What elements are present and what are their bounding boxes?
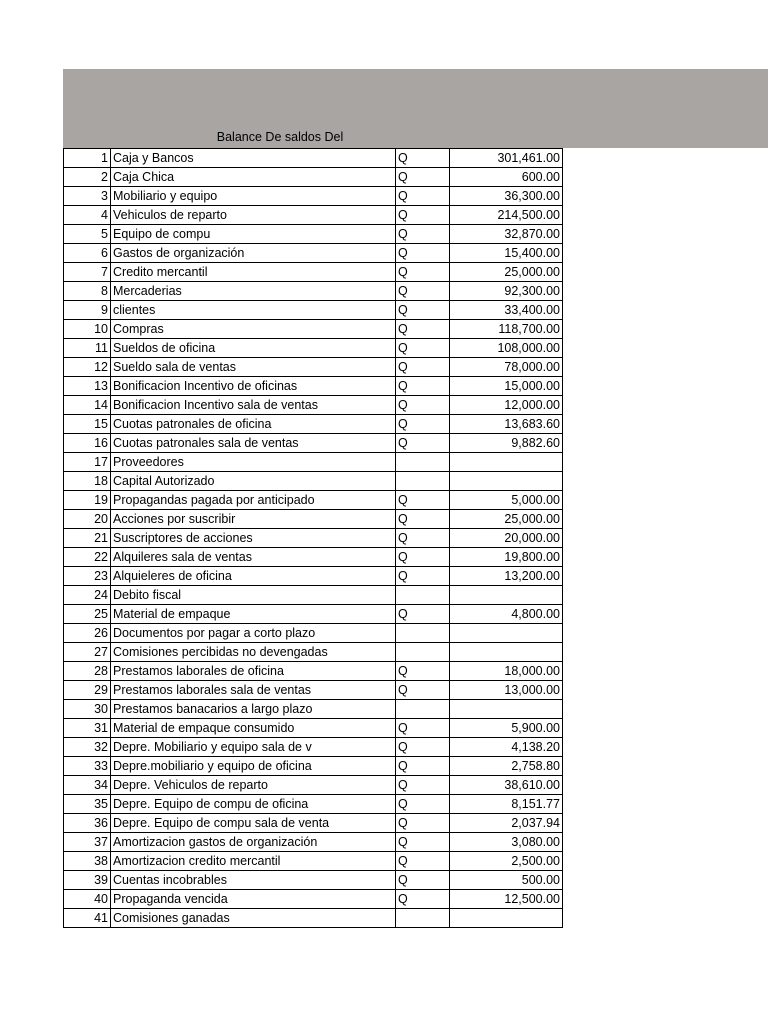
- currency-cell[interactable]: Q: [396, 681, 450, 700]
- currency-cell[interactable]: Q: [396, 662, 450, 681]
- currency-cell[interactable]: [396, 586, 450, 605]
- account-name-cell[interactable]: Propaganda vencida: [111, 890, 396, 909]
- account-name-cell[interactable]: Material de empaque: [111, 605, 396, 624]
- account-name-cell[interactable]: clientes: [111, 301, 396, 320]
- currency-cell[interactable]: Q: [396, 377, 450, 396]
- account-name-cell[interactable]: Capital Autorizado: [111, 472, 396, 491]
- currency-cell[interactable]: Q: [396, 814, 450, 833]
- table-row: [64, 529, 563, 548]
- currency-cell[interactable]: Q: [396, 491, 450, 510]
- row-number-cell[interactable]: 23: [64, 567, 111, 586]
- table-row: [64, 396, 563, 415]
- table-row: [64, 453, 563, 472]
- table-row: [64, 434, 563, 453]
- table-row: [64, 700, 563, 719]
- row-number-cell[interactable]: 5: [64, 225, 111, 244]
- table-row: [64, 681, 563, 700]
- row-number-cell[interactable]: 30: [64, 700, 111, 719]
- table-row: [64, 415, 563, 434]
- table-row: [64, 282, 563, 301]
- account-name-cell[interactable]: Compras: [111, 320, 396, 339]
- account-name-cell[interactable]: Depre. Equipo de compu sala de venta: [111, 814, 396, 833]
- account-name-cell[interactable]: Depre. Vehiculos de reparto: [111, 776, 396, 795]
- row-number-cell[interactable]: 25: [64, 605, 111, 624]
- row-number-cell[interactable]: 38: [64, 852, 111, 871]
- account-name-cell[interactable]: Prestamos banacarios a largo plazo: [111, 700, 396, 719]
- table-row: [64, 244, 563, 263]
- amount-cell[interactable]: 108,000.00: [450, 339, 563, 358]
- account-name-cell[interactable]: Vehiculos de reparto: [111, 206, 396, 225]
- account-name-cell[interactable]: Depre. Mobiliario y equipo sala de v: [111, 738, 396, 757]
- currency-cell[interactable]: Q: [396, 890, 450, 909]
- amount-cell[interactable]: 5,900.00: [450, 719, 563, 738]
- table-row: [64, 624, 563, 643]
- amount-cell[interactable]: [450, 586, 563, 605]
- table-row: [64, 491, 563, 510]
- amount-cell[interactable]: 118,700.00: [450, 320, 563, 339]
- amount-cell[interactable]: 19,800.00: [450, 548, 563, 567]
- amount-cell[interactable]: 301,461.00: [450, 149, 563, 168]
- table-row: [64, 814, 563, 833]
- amount-cell[interactable]: 78,000.00: [450, 358, 563, 377]
- amount-cell[interactable]: 4,138.20: [450, 738, 563, 757]
- row-number-cell[interactable]: 4: [64, 206, 111, 225]
- table-row: [64, 795, 563, 814]
- table-row: [64, 643, 563, 662]
- amount-cell[interactable]: 33,400.00: [450, 301, 563, 320]
- account-name-cell[interactable]: Mercaderias: [111, 282, 396, 301]
- row-number-cell[interactable]: 13: [64, 377, 111, 396]
- amount-cell[interactable]: 15,000.00: [450, 377, 563, 396]
- row-number-cell[interactable]: 28: [64, 662, 111, 681]
- account-name-cell[interactable]: Amortizacion credito mercantil: [111, 852, 396, 871]
- table-row: [64, 909, 563, 928]
- currency-cell[interactable]: Q: [396, 149, 450, 168]
- currency-cell[interactable]: [396, 700, 450, 719]
- currency-cell[interactable]: Q: [396, 757, 450, 776]
- table-row: [64, 586, 563, 605]
- ledger-body: [64, 149, 563, 928]
- table-row: [64, 890, 563, 909]
- table-row: [64, 852, 563, 871]
- account-name-cell[interactable]: Prestamos laborales sala de ventas: [111, 681, 396, 700]
- account-name-cell[interactable]: Sueldo sala de ventas: [111, 358, 396, 377]
- amount-cell[interactable]: 5,000.00: [450, 491, 563, 510]
- row-number-cell[interactable]: 21: [64, 529, 111, 548]
- currency-cell[interactable]: Q: [396, 301, 450, 320]
- table-row: [64, 776, 563, 795]
- account-name-cell[interactable]: Depre. Equipo de compu de oficina: [111, 795, 396, 814]
- row-number-cell[interactable]: 16: [64, 434, 111, 453]
- amount-cell[interactable]: 36,300.00: [450, 187, 563, 206]
- amount-cell[interactable]: [450, 624, 563, 643]
- table-row: [64, 605, 563, 624]
- table-row: [64, 263, 563, 282]
- account-name-cell[interactable]: Bonificacion Incentivo de oficinas: [111, 377, 396, 396]
- account-name-cell[interactable]: Debito fiscal: [111, 586, 396, 605]
- row-number-cell[interactable]: 18: [64, 472, 111, 491]
- table-row: [64, 757, 563, 776]
- row-number-cell[interactable]: 32: [64, 738, 111, 757]
- account-name-cell[interactable]: Comisiones ganadas: [111, 909, 396, 928]
- currency-cell[interactable]: [396, 643, 450, 662]
- account-name-cell[interactable]: Gastos de organización: [111, 244, 396, 263]
- account-name-cell[interactable]: Documentos por pagar a corto plazo: [111, 624, 396, 643]
- amount-cell[interactable]: 32,870.00: [450, 225, 563, 244]
- table-row: [64, 472, 563, 491]
- currency-cell[interactable]: Q: [396, 168, 450, 187]
- account-name-cell[interactable]: Suscriptores de acciones: [111, 529, 396, 548]
- amount-cell[interactable]: 500.00: [450, 871, 563, 890]
- amount-cell[interactable]: 600.00: [450, 168, 563, 187]
- sheet-title: Balance De saldos Del: [216, 130, 344, 144]
- row-number-cell[interactable]: 41: [64, 909, 111, 928]
- account-name-cell[interactable]: Material de empaque consumido: [111, 719, 396, 738]
- row-number-cell[interactable]: 35: [64, 795, 111, 814]
- table-row: [64, 358, 563, 377]
- amount-cell[interactable]: 25,000.00: [450, 263, 563, 282]
- amount-cell[interactable]: 2,758.80: [450, 757, 563, 776]
- table-row: [64, 339, 563, 358]
- table-row: [64, 377, 563, 396]
- currency-cell[interactable]: Q: [396, 795, 450, 814]
- amount-cell[interactable]: 38,610.00: [450, 776, 563, 795]
- row-number-cell[interactable]: 29: [64, 681, 111, 700]
- account-name-cell[interactable]: Sueldos de oficina: [111, 339, 396, 358]
- account-name-cell[interactable]: Credito mercantil: [111, 263, 396, 282]
- account-name-cell[interactable]: Propagandas pagada por anticipado: [111, 491, 396, 510]
- table-row: [64, 548, 563, 567]
- row-number-cell[interactable]: 8: [64, 282, 111, 301]
- account-name-cell[interactable]: Equipo de compu: [111, 225, 396, 244]
- amount-cell[interactable]: [450, 700, 563, 719]
- account-name-cell[interactable]: Cuentas incobrables: [111, 871, 396, 890]
- amount-cell[interactable]: 13,200.00: [450, 567, 563, 586]
- row-number-cell[interactable]: 36: [64, 814, 111, 833]
- currency-cell[interactable]: Q: [396, 605, 450, 624]
- row-number-cell[interactable]: 7: [64, 263, 111, 282]
- table-row: [64, 833, 563, 852]
- row-number-cell[interactable]: 11: [64, 339, 111, 358]
- account-name-cell[interactable]: Caja Chica: [111, 168, 396, 187]
- amount-cell[interactable]: 13,683.60: [450, 415, 563, 434]
- currency-cell[interactable]: Q: [396, 719, 450, 738]
- amount-cell[interactable]: 3,080.00: [450, 833, 563, 852]
- row-number-cell[interactable]: 1: [64, 149, 111, 168]
- row-number-cell[interactable]: 12: [64, 358, 111, 377]
- currency-cell[interactable]: Q: [396, 206, 450, 225]
- currency-cell[interactable]: Q: [396, 415, 450, 434]
- amount-cell[interactable]: 12,500.00: [450, 890, 563, 909]
- row-number-cell[interactable]: 6: [64, 244, 111, 263]
- currency-cell[interactable]: Q: [396, 833, 450, 852]
- table-row: [64, 320, 563, 339]
- row-number-cell[interactable]: 9: [64, 301, 111, 320]
- row-number-cell[interactable]: 2: [64, 168, 111, 187]
- table-row: [64, 567, 563, 586]
- currency-cell[interactable]: [396, 909, 450, 928]
- row-number-cell[interactable]: 20: [64, 510, 111, 529]
- table-row: [64, 738, 563, 757]
- currency-cell[interactable]: Q: [396, 510, 450, 529]
- table-row: [64, 301, 563, 320]
- row-number-cell[interactable]: 31: [64, 719, 111, 738]
- amount-cell[interactable]: [450, 472, 563, 491]
- currency-cell[interactable]: Q: [396, 529, 450, 548]
- amount-cell[interactable]: [450, 643, 563, 662]
- currency-cell[interactable]: Q: [396, 358, 450, 377]
- row-number-cell[interactable]: 17: [64, 453, 111, 472]
- amount-cell[interactable]: 2,500.00: [450, 852, 563, 871]
- currency-cell[interactable]: Q: [396, 852, 450, 871]
- currency-cell[interactable]: Q: [396, 225, 450, 244]
- amount-cell[interactable]: 20,000.00: [450, 529, 563, 548]
- currency-cell[interactable]: Q: [396, 244, 450, 263]
- account-name-cell[interactable]: Caja y Bancos: [111, 149, 396, 168]
- table-row: [64, 510, 563, 529]
- currency-cell[interactable]: Q: [396, 776, 450, 795]
- account-name-cell[interactable]: Acciones por suscribir: [111, 510, 396, 529]
- row-number-cell[interactable]: 19: [64, 491, 111, 510]
- currency-cell[interactable]: Q: [396, 567, 450, 586]
- table-row: [64, 149, 563, 168]
- amount-cell[interactable]: 9,882.60: [450, 434, 563, 453]
- account-name-cell[interactable]: Bonificacion Incentivo sala de ventas: [111, 396, 396, 415]
- currency-cell[interactable]: Q: [396, 871, 450, 890]
- account-name-cell[interactable]: Comisiones percibidas no devengadas: [111, 643, 396, 662]
- account-name-cell[interactable]: Prestamos laborales de oficina: [111, 662, 396, 681]
- row-number-cell[interactable]: 22: [64, 548, 111, 567]
- amount-cell[interactable]: [450, 909, 563, 928]
- currency-cell[interactable]: Q: [396, 396, 450, 415]
- row-number-cell[interactable]: 10: [64, 320, 111, 339]
- currency-cell[interactable]: Q: [396, 187, 450, 206]
- table-row: [64, 662, 563, 681]
- table-row: [64, 187, 563, 206]
- row-number-cell[interactable]: 34: [64, 776, 111, 795]
- row-number-cell[interactable]: 37: [64, 833, 111, 852]
- amount-cell[interactable]: 13,000.00: [450, 681, 563, 700]
- amount-cell[interactable]: 8,151.77: [450, 795, 563, 814]
- row-number-cell[interactable]: 40: [64, 890, 111, 909]
- currency-cell[interactable]: Q: [396, 263, 450, 282]
- row-number-cell[interactable]: 24: [64, 586, 111, 605]
- account-name-cell[interactable]: Cuotas patronales sala de ventas: [111, 434, 396, 453]
- account-name-cell[interactable]: Mobiliario y equipo: [111, 187, 396, 206]
- row-number-cell[interactable]: 39: [64, 871, 111, 890]
- row-number-cell[interactable]: 26: [64, 624, 111, 643]
- table-row: [64, 206, 563, 225]
- table-row: [64, 719, 563, 738]
- currency-cell[interactable]: [396, 624, 450, 643]
- currency-cell[interactable]: Q: [396, 738, 450, 757]
- account-name-cell[interactable]: Amortizacion gastos de organización: [111, 833, 396, 852]
- currency-cell[interactable]: Q: [396, 339, 450, 358]
- amount-cell[interactable]: 214,500.00: [450, 206, 563, 225]
- currency-cell[interactable]: [396, 472, 450, 491]
- account-name-cell[interactable]: Alquieleres de oficina: [111, 567, 396, 586]
- currency-cell[interactable]: Q: [396, 548, 450, 567]
- currency-cell[interactable]: Q: [396, 320, 450, 339]
- currency-cell[interactable]: Q: [396, 282, 450, 301]
- account-name-cell[interactable]: Depre.mobiliario y equipo de oficina: [111, 757, 396, 776]
- amount-cell[interactable]: 92,300.00: [450, 282, 563, 301]
- account-name-cell[interactable]: Proveedores: [111, 453, 396, 472]
- currency-cell[interactable]: [396, 453, 450, 472]
- row-number-cell[interactable]: 14: [64, 396, 111, 415]
- amount-cell[interactable]: 4,800.00: [450, 605, 563, 624]
- row-number-cell[interactable]: 27: [64, 643, 111, 662]
- amount-cell[interactable]: 2,037.94: [450, 814, 563, 833]
- amount-cell[interactable]: 12,000.00: [450, 396, 563, 415]
- account-name-cell[interactable]: Alquileres sala de ventas: [111, 548, 396, 567]
- table-row: [64, 871, 563, 890]
- currency-cell[interactable]: Q: [396, 434, 450, 453]
- ledger-table: [63, 148, 563, 928]
- row-number-cell[interactable]: 3: [64, 187, 111, 206]
- row-number-cell[interactable]: 15: [64, 415, 111, 434]
- amount-cell[interactable]: [450, 453, 563, 472]
- amount-cell[interactable]: 18,000.00: [450, 662, 563, 681]
- amount-cell[interactable]: 15,400.00: [450, 244, 563, 263]
- table-row: [64, 225, 563, 244]
- row-number-cell[interactable]: 33: [64, 757, 111, 776]
- table-row: [64, 168, 563, 187]
- account-name-cell[interactable]: Cuotas patronales de oficina: [111, 415, 396, 434]
- amount-cell[interactable]: 25,000.00: [450, 510, 563, 529]
